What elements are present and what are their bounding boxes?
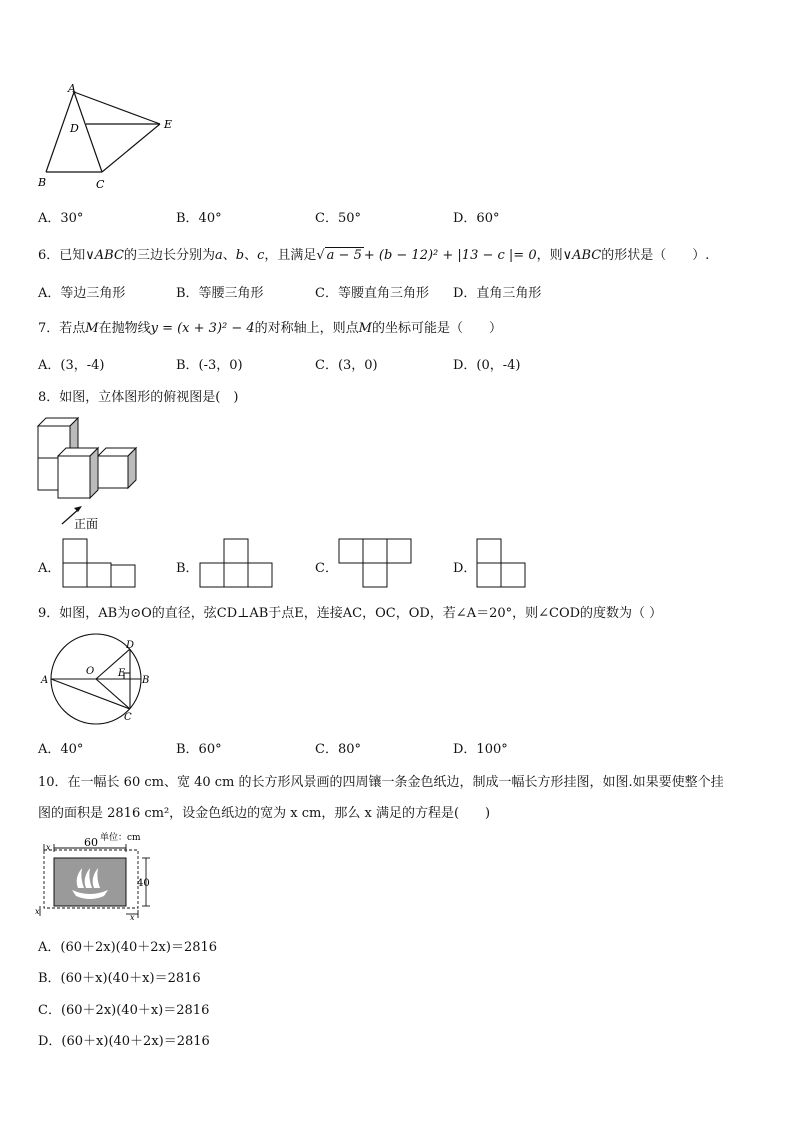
q8-option-c-figure[interactable]: [338, 538, 414, 590]
q7-option-d[interactable]: D．(0，-4): [453, 358, 521, 373]
q10-option-b[interactable]: B．(60＋x)(40＋x)＝2816: [38, 971, 201, 986]
q9-option-d[interactable]: D．100°: [453, 742, 508, 757]
q10-x-top: x: [46, 843, 51, 852]
q6-var-a: a: [214, 248, 223, 263]
q9-label-a: A: [41, 675, 49, 686]
q8-option-a-figure[interactable]: [62, 538, 138, 590]
q10-frame-figure: [34, 828, 160, 924]
q6-formula-rest: + (b − 12)² + |13 − c |= 0: [363, 248, 537, 263]
q8-option-a-letter[interactable]: A．: [38, 561, 61, 576]
q8-cubes-figure: [36, 414, 146, 534]
q5-option-c[interactable]: C．50°: [315, 211, 361, 226]
q9-option-a[interactable]: A．40°: [38, 742, 84, 757]
q8-option-d-letter[interactable]: D．: [453, 561, 477, 576]
q9-label-b: B: [142, 675, 150, 686]
q6-option-d[interactable]: D．直角三角形: [453, 286, 542, 301]
q7-option-a[interactable]: A．(3，-4): [38, 358, 105, 373]
q10-unit-label: 单位：cm: [100, 833, 141, 843]
q5-label-a: A: [68, 82, 76, 95]
q6-var-c: c: [257, 248, 265, 263]
q7-formula: y = (x + 3)² − 4: [150, 321, 255, 336]
q6-abc: ABC: [572, 248, 602, 263]
q9-label-c: C: [124, 712, 132, 723]
q10-option-a[interactable]: A．(60＋2x)(40＋2x)＝2816: [38, 940, 218, 955]
q10-stem-line2: 图的面积是 2816 cm²，设金色纸边的宽为 x cm，那么 x 满足的方程是( ): [38, 806, 491, 821]
q8-option-d-figure[interactable]: [476, 538, 530, 590]
q10-x-side: x: [35, 907, 40, 916]
q10-x-bottom: x: [130, 913, 135, 922]
q7-text: 的对称轴上，则点: [254, 321, 359, 336]
q7-text: 的坐标可能是（ ）: [371, 321, 502, 336]
q7-stem: [38, 317, 502, 336]
q9-circle-figure: [36, 632, 156, 728]
q5-label-d: D: [70, 122, 79, 135]
q6-abc: ABC: [94, 248, 124, 263]
q10-option-c[interactable]: C．(60＋2x)(40＋x)＝2816: [38, 1003, 210, 1018]
q8-stem: 8．如图，立体图形的俯视图是( ): [38, 390, 239, 405]
q8-option-b-letter[interactable]: B．: [176, 561, 199, 576]
q8-front-label: 正面: [74, 517, 99, 531]
q5-option-b[interactable]: B．40°: [176, 211, 222, 226]
q5-label-e: E: [164, 118, 173, 131]
q9-label-e: E: [118, 668, 126, 679]
q8-option-c-letter[interactable]: C．: [315, 561, 338, 576]
q6-text: 、: [244, 248, 258, 263]
q6-text: ，则∨: [536, 248, 573, 263]
q6-text: 的三边长分别为: [123, 248, 215, 263]
q7-option-b[interactable]: B．(-3，0): [176, 358, 243, 373]
q6-text: 6．已知∨: [38, 248, 95, 263]
q5-label-c: C: [96, 178, 105, 191]
q9-stem: 9．如图，AB为⊙O的直径，弦CD⊥AB于点E，连接AC，OC，OD，若∠A＝20°，则∠COD的度数为（ ）: [38, 606, 663, 621]
q6-var-b: b: [235, 248, 245, 263]
q6-text: 、: [222, 248, 236, 263]
q6-option-a[interactable]: A．等边三角形: [38, 286, 126, 301]
q5-option-a[interactable]: A．30°: [38, 211, 84, 226]
q10-option-d[interactable]: D．(60＋x)(40＋2x)＝2816: [38, 1034, 210, 1049]
q5-triangle-figure: [32, 82, 182, 194]
q10-stem-line1: 10．在一幅长 60 cm、宽 40 cm 的长方形风景画的四周镶一条金色纸边，制成一幅长方形挂图，如图.如果要使整个挂: [38, 775, 724, 790]
q7-text: 7．若点: [38, 321, 86, 336]
q6-stem: 6．已知∨ABC的三边长分别为a、b、c，且满足√ a − 5 + (b − 12)² + |13 − c |= 0，则∨ABC的形状是（ ）.: [38, 248, 710, 263]
q6-option-c[interactable]: C．等腰直角三角形: [315, 286, 429, 301]
q10-height-label: 40: [137, 878, 150, 889]
q5-option-d[interactable]: D．60°: [453, 211, 500, 226]
q5-label-b: B: [38, 176, 47, 189]
q6-formula-sqrt: a − 5: [326, 248, 362, 263]
q9-label-o: O: [86, 666, 95, 677]
q10-width-label: 60: [84, 836, 98, 849]
q9-label-d: D: [126, 640, 135, 651]
q7-point-m: M: [85, 321, 99, 336]
q9-option-b[interactable]: B．60°: [176, 742, 222, 757]
q8-option-b-figure[interactable]: [199, 538, 275, 590]
q6-option-b[interactable]: B．等腰三角形: [176, 286, 264, 301]
q7-point-m: M: [358, 321, 372, 336]
q9-option-c[interactable]: C．80°: [315, 742, 361, 757]
q6-text: ，且满足: [264, 248, 317, 263]
q7-option-c[interactable]: C．(3，0): [315, 358, 378, 373]
q6-text: 的形状是（ ）.: [601, 248, 710, 263]
q7-text: 在抛物线: [98, 321, 151, 336]
